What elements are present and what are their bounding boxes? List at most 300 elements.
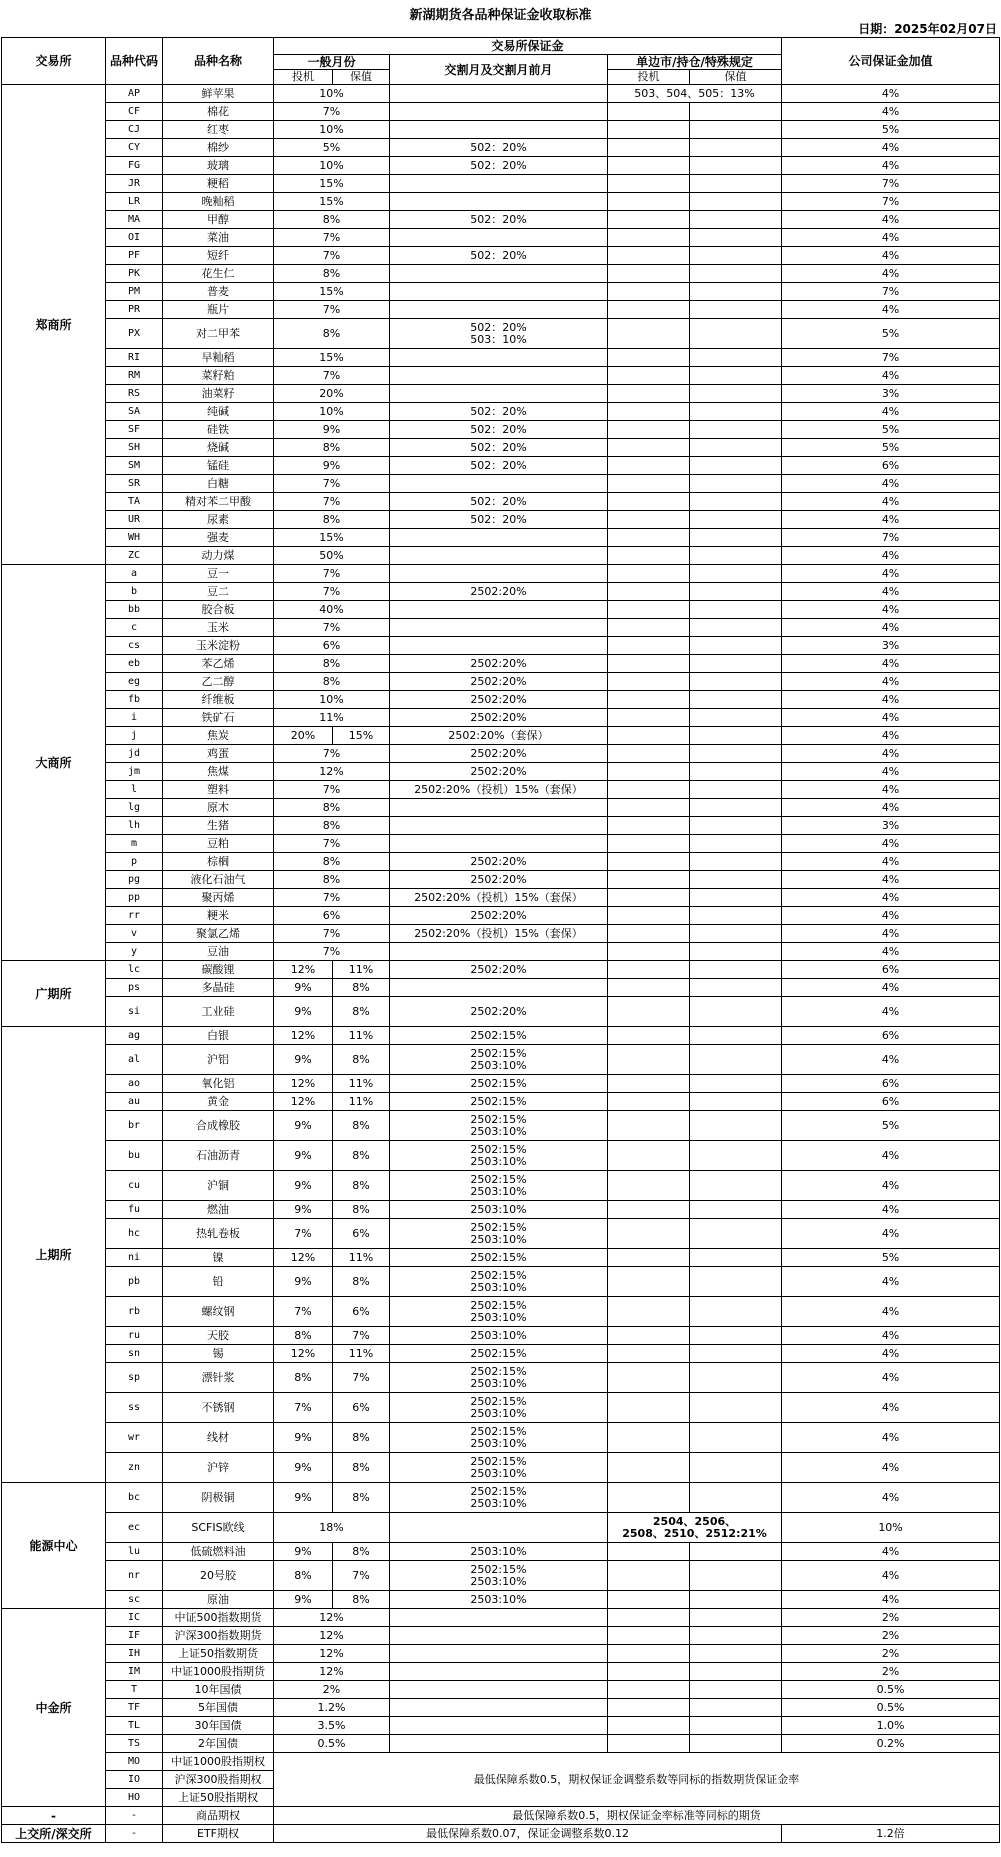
name-cell [163, 1627, 274, 1645]
header-general-month: 一般月份 [274, 55, 390, 70]
name-text: 沪深300股指期权 [174, 1772, 262, 1786]
special-spec-cell [608, 103, 690, 121]
general-margin-cell [274, 781, 390, 799]
special-hedge-cell [690, 835, 782, 853]
table-row [2, 547, 1000, 565]
name-text: 热轧卷板 [196, 1226, 240, 1240]
name-text: 铅 [212, 1274, 224, 1288]
code-text: pg [127, 873, 141, 885]
exchange-cell [2, 1027, 106, 1483]
name-cell [163, 619, 274, 637]
spec-margin-cell [274, 1345, 333, 1363]
delivery-value: 2502:20% [470, 746, 527, 760]
name-text: 鸡蛋 [207, 746, 229, 760]
exchange-cell [2, 565, 106, 961]
special-spec-cell [608, 439, 690, 457]
delivery-cell [390, 1297, 608, 1327]
general-margin: 7% [322, 494, 341, 508]
code-cell [106, 547, 163, 565]
name-text: 棉纱 [207, 140, 229, 154]
company-add: 4% [881, 548, 900, 562]
delivery-value: 502：20% [470, 140, 527, 154]
code-text: y [130, 945, 138, 957]
hedge-margin-cell [333, 1045, 390, 1075]
spec-margin: 12% [290, 1346, 316, 1360]
general-margin: 7% [322, 620, 341, 634]
delivery-cell [390, 175, 608, 193]
general-margin: 15% [319, 176, 344, 190]
special-hedge-cell [690, 139, 782, 157]
hedge-margin: 8% [352, 1202, 370, 1216]
general-margin: 5% [322, 140, 341, 154]
hedge-margin: 11% [348, 962, 374, 976]
name-cell [163, 1663, 274, 1681]
name-text: 纤维板 [201, 692, 235, 706]
special-spec-cell [608, 301, 690, 319]
name-text: 天胶 [207, 1328, 229, 1342]
delivery-value: 502：20% [470, 212, 527, 226]
company-add-cell [782, 493, 1000, 511]
code-cell [106, 763, 163, 781]
name-text: 锡 [212, 1346, 224, 1360]
delivery-value: 2502:15% [470, 1094, 527, 1108]
code-text: pb [127, 1275, 141, 1287]
delivery-value: 2503:10% [470, 1202, 527, 1216]
delivery-value: 2502:20% [470, 656, 527, 670]
name-text: 动力煤 [201, 548, 235, 562]
code-text: LR [127, 195, 141, 207]
delivery-value-line: 2502:15% [470, 1268, 527, 1282]
company-add-cell [782, 961, 1000, 979]
company-add: 6% [881, 458, 900, 472]
delivery-value: 2503:10% [470, 1592, 527, 1606]
code-cell [106, 85, 163, 103]
code-cell [106, 1543, 163, 1561]
hedge-margin: 8% [352, 1544, 370, 1558]
special-spec-cell [608, 385, 690, 403]
hedge-margin-cell [333, 1543, 390, 1561]
general-margin: 15% [319, 350, 344, 364]
name-cell [163, 709, 274, 727]
name-text: 白糖 [207, 476, 229, 490]
company-add-cell [782, 211, 1000, 229]
general-margin: 7% [322, 584, 341, 598]
general-margin: 8% [322, 818, 341, 832]
delivery-value-line: 2503:10% [470, 1280, 527, 1294]
table-row [2, 121, 1000, 139]
hedge-margin-cell [333, 1267, 390, 1297]
table-row [2, 1825, 1000, 1843]
general-margin: 9% [322, 422, 341, 436]
special-spec-cell [608, 565, 690, 583]
special-spec-cell [608, 1327, 690, 1345]
delivery-value: 2502:20%（投机）15%（套保） [414, 890, 583, 904]
spec-margin-cell [274, 1423, 333, 1453]
table-row [2, 85, 1000, 103]
company-add-cell [782, 1201, 1000, 1219]
company-add: 4% [881, 1370, 900, 1384]
code-text: IC [127, 1611, 141, 1623]
spec-margin-cell [274, 1027, 333, 1045]
exchange-cell [2, 1807, 106, 1825]
company-add: 6% [881, 1028, 900, 1042]
code-text: br [127, 1119, 141, 1131]
name-cell [163, 1219, 274, 1249]
general-margin: 8% [322, 266, 341, 280]
name-text: 螺纹钢 [201, 1304, 235, 1318]
company-add: 4% [881, 302, 900, 316]
delivery-value-line: 2503:10% [470, 1310, 527, 1324]
special-spec-cell [608, 1393, 690, 1423]
code-text: j [130, 729, 138, 741]
margin-table [1, 37, 1000, 1843]
spec-margin: 7% [294, 1304, 312, 1318]
code-cell [106, 1345, 163, 1363]
general-margin: 7% [322, 926, 341, 940]
general-margin: 7% [322, 104, 341, 118]
company-add: 1.0% [876, 1718, 905, 1732]
delivery-value: 2502:20% [470, 584, 527, 598]
hedge-margin: 8% [352, 1430, 370, 1444]
special-spec-cell [608, 997, 690, 1027]
company-add-cell [782, 529, 1000, 547]
name-text: 黄金 [207, 1094, 229, 1108]
code-cell [106, 889, 163, 907]
code-text: FG [127, 159, 141, 171]
special-spec-cell [608, 1111, 690, 1141]
code-cell [106, 1789, 163, 1807]
delivery-value-line: 2502:15% [470, 1484, 527, 1498]
name-cell [163, 763, 274, 781]
general-margin-cell [274, 229, 390, 247]
name-text: 原油 [207, 1592, 229, 1606]
special-hedge-cell [690, 439, 782, 457]
spec-margin: 20% [290, 728, 316, 742]
code-text: v [130, 927, 138, 939]
table-row [2, 1171, 1000, 1201]
delivery-cell [390, 547, 608, 565]
company-add-cell [782, 835, 1000, 853]
company-add-cell [782, 1717, 1000, 1735]
special-spec-cell [608, 1267, 690, 1297]
company-add-cell [782, 1027, 1000, 1045]
header-company-add: 公司保证金加值 [782, 38, 1000, 85]
special-spec-cell [608, 349, 690, 367]
name-text: 焦炭 [207, 728, 229, 742]
company-add-cell [782, 1267, 1000, 1297]
special-hedge-cell [690, 1423, 782, 1453]
company-add-cell [782, 1393, 1000, 1423]
name-text: 纯碱 [207, 404, 229, 418]
general-margin-cell [274, 1735, 390, 1753]
delivery-value: 2502:15% [470, 1076, 527, 1090]
delivery-cell [390, 301, 608, 319]
delivery-cell [390, 817, 608, 835]
delivery-cell [390, 1249, 608, 1267]
general-margin-cell [274, 637, 390, 655]
general-margin: 8% [322, 212, 341, 226]
commodity-option-note-cell [274, 1807, 1000, 1825]
delivery-value: 2502:20% [470, 872, 527, 886]
special-spec-cell [608, 691, 690, 709]
company-add-cell [782, 367, 1000, 385]
company-add: 5% [881, 422, 900, 436]
special-hedge-cell [690, 583, 782, 601]
special-spec-cell [608, 367, 690, 385]
name-cell [163, 961, 274, 979]
company-add-cell [782, 349, 1000, 367]
special-hedge-cell [690, 799, 782, 817]
table-row [2, 1111, 1000, 1141]
code-cell [106, 871, 163, 889]
company-add-cell [782, 889, 1000, 907]
delivery-cell [390, 1345, 608, 1363]
name-cell [163, 1453, 274, 1483]
code-cell [106, 781, 163, 799]
code-text: PM [127, 285, 141, 297]
table-row [2, 817, 1000, 835]
name-cell [163, 193, 274, 211]
name-text: 线材 [207, 1430, 229, 1444]
table-row [2, 1717, 1000, 1735]
special-spec-cell [608, 961, 690, 979]
table-row [2, 691, 1000, 709]
special-hedge-cell [690, 229, 782, 247]
spec-margin: 9% [294, 1544, 312, 1558]
name-cell [163, 871, 274, 889]
hedge-margin: 8% [352, 1490, 370, 1504]
special-hedge-cell [690, 1735, 782, 1753]
company-add-cell [782, 853, 1000, 871]
delivery-value-line: 2502:15% [470, 1142, 527, 1156]
special-hedge-cell [690, 925, 782, 943]
etf-option-note: 最低保障系数0.07，保证金调整系数0.12 [426, 1826, 630, 1840]
code-text: eb [127, 657, 141, 669]
table-row [2, 961, 1000, 979]
header-name: 品种名称 [163, 38, 274, 85]
general-margin: 8% [322, 872, 341, 886]
spec-margin: 9% [294, 980, 312, 994]
company-add: 4% [881, 602, 900, 616]
special-hedge-cell [690, 547, 782, 565]
delivery-cell [390, 1171, 608, 1201]
special-hedge-cell [690, 367, 782, 385]
code-cell [106, 1807, 163, 1825]
hedge-margin-cell [333, 1219, 390, 1249]
delivery-cell [390, 229, 608, 247]
hedge-margin-cell [333, 1075, 390, 1093]
delivery-cell [390, 1027, 608, 1045]
name-text: 鲜苹果 [201, 86, 235, 100]
table-row [2, 229, 1000, 247]
general-margin-cell [274, 1717, 390, 1735]
code-text: hc [127, 1227, 141, 1239]
company-add: 4% [881, 1328, 900, 1342]
code-cell [106, 1423, 163, 1453]
name-cell [163, 547, 274, 565]
code-text: al [127, 1053, 141, 1065]
special-cell [608, 1513, 782, 1543]
hedge-margin-cell [333, 1591, 390, 1609]
company-add: 4% [881, 158, 900, 172]
company-add-cell [782, 229, 1000, 247]
special-spec-cell [608, 817, 690, 835]
special-spec-cell [608, 1663, 690, 1681]
special-hedge-cell [690, 1249, 782, 1267]
name-text: 焦煤 [207, 764, 229, 778]
table-row [2, 925, 1000, 943]
code-cell [106, 175, 163, 193]
general-margin-cell [274, 1663, 390, 1681]
general-margin-cell [274, 349, 390, 367]
etf-option-note-cell [274, 1825, 782, 1843]
delivery-value: 2502:20%（套保） [448, 728, 549, 742]
code-text: CF [127, 105, 141, 117]
general-margin: 8% [322, 326, 341, 340]
table-row [2, 1345, 1000, 1363]
company-add-cell [782, 673, 1000, 691]
general-margin-cell [274, 619, 390, 637]
name-cell [163, 1609, 274, 1627]
table-row [2, 139, 1000, 157]
code-text: i [130, 711, 138, 723]
table-row [2, 763, 1000, 781]
company-add-cell [782, 511, 1000, 529]
company-add: 4% [881, 476, 900, 490]
special-hedge-cell [690, 349, 782, 367]
delivery-cell [390, 997, 608, 1027]
general-margin-cell [274, 745, 390, 763]
exchange-cell [2, 1483, 106, 1609]
company-add: 4% [881, 1400, 900, 1414]
company-add-cell [782, 745, 1000, 763]
company-add-cell [782, 175, 1000, 193]
general-margin: 10% [319, 122, 344, 136]
code-text: JR [127, 177, 141, 189]
company-add: 10% [878, 1520, 903, 1534]
company-add: 4% [881, 566, 900, 580]
code-text: ru [127, 1329, 141, 1341]
code-text: SR [127, 477, 141, 489]
special-hedge-cell [690, 853, 782, 871]
name-cell [163, 175, 274, 193]
table-row [2, 1453, 1000, 1483]
name-cell [163, 403, 274, 421]
general-margin-cell [274, 943, 390, 961]
code-text: a [130, 567, 138, 579]
special-hedge-cell [690, 1453, 782, 1483]
code-text: b [130, 585, 138, 597]
company-add-cell [782, 1483, 1000, 1513]
company-add: 7% [881, 176, 900, 190]
general-margin: 3.5% [317, 1718, 346, 1732]
company-add: 2% [881, 1610, 900, 1624]
company-add: 4% [881, 944, 900, 958]
special-hedge-cell [690, 781, 782, 799]
table-row [2, 247, 1000, 265]
code-cell [106, 565, 163, 583]
special-hedge-cell [690, 1717, 782, 1735]
table-row [2, 997, 1000, 1027]
company-add: 2% [881, 1628, 900, 1642]
table-row [2, 403, 1000, 421]
code-cell [106, 1141, 163, 1171]
code-text: sp [127, 1371, 141, 1383]
general-margin-cell [274, 85, 390, 103]
code-cell [106, 421, 163, 439]
delivery-cell [390, 1513, 608, 1543]
delivery-value-line: 2502:15% [470, 1220, 527, 1234]
special-spec-cell [608, 283, 690, 301]
delivery-value: 502：20% [470, 158, 527, 172]
general-margin-cell [274, 139, 390, 157]
special-hedge-cell [690, 907, 782, 925]
hedge-margin: 8% [352, 1148, 370, 1162]
special-hedge-cell [690, 121, 782, 139]
company-add: 0.2% [876, 1736, 905, 1750]
company-add: 4% [881, 890, 900, 904]
company-add: 4% [881, 1052, 900, 1066]
delivery-cell [390, 1561, 608, 1591]
company-add: 4% [881, 1568, 900, 1582]
code-text: IF [127, 1629, 141, 1641]
special-spec-cell [608, 457, 690, 475]
delivery-cell [390, 1645, 608, 1663]
table-row [2, 835, 1000, 853]
header-code: 品种代码 [106, 38, 163, 85]
delivery-value-line: 2503:10% [470, 1232, 527, 1246]
delivery-cell [390, 979, 608, 997]
name-text: 沪铜 [207, 1178, 229, 1192]
name-cell [163, 265, 274, 283]
company-add-cell [782, 385, 1000, 403]
code-cell [106, 103, 163, 121]
company-add-cell [782, 691, 1000, 709]
table-row [2, 1543, 1000, 1561]
company-add: 4% [881, 656, 900, 670]
table-row [2, 1663, 1000, 1681]
spec-margin-cell [274, 1045, 333, 1075]
general-margin-cell [274, 853, 390, 871]
hedge-margin-cell [333, 1027, 390, 1045]
general-margin-cell [274, 871, 390, 889]
name-text: 豆一 [207, 566, 229, 580]
company-add: 7% [881, 194, 900, 208]
general-margin-cell [274, 265, 390, 283]
name-text: 聚氯乙烯 [196, 926, 240, 940]
general-margin: 7% [322, 782, 341, 796]
special-spec-cell [608, 265, 690, 283]
table-row [2, 709, 1000, 727]
special-hedge-cell [690, 475, 782, 493]
code-cell [106, 367, 163, 385]
company-add-cell [782, 1627, 1000, 1645]
name-cell [163, 781, 274, 799]
code-cell [106, 1771, 163, 1789]
company-add: 5% [881, 326, 900, 340]
delivery-value-line: 2503:10% [470, 1406, 527, 1420]
name-cell [163, 1717, 274, 1735]
code-text: jm [127, 765, 141, 777]
code-cell [106, 709, 163, 727]
special-hedge-cell [690, 421, 782, 439]
table-row [2, 1249, 1000, 1267]
delivery-value: 502：20% [470, 422, 527, 436]
special-hedge-cell [690, 943, 782, 961]
name-cell [163, 1825, 274, 1843]
special-spec-cell [608, 157, 690, 175]
delivery-cell [390, 835, 608, 853]
